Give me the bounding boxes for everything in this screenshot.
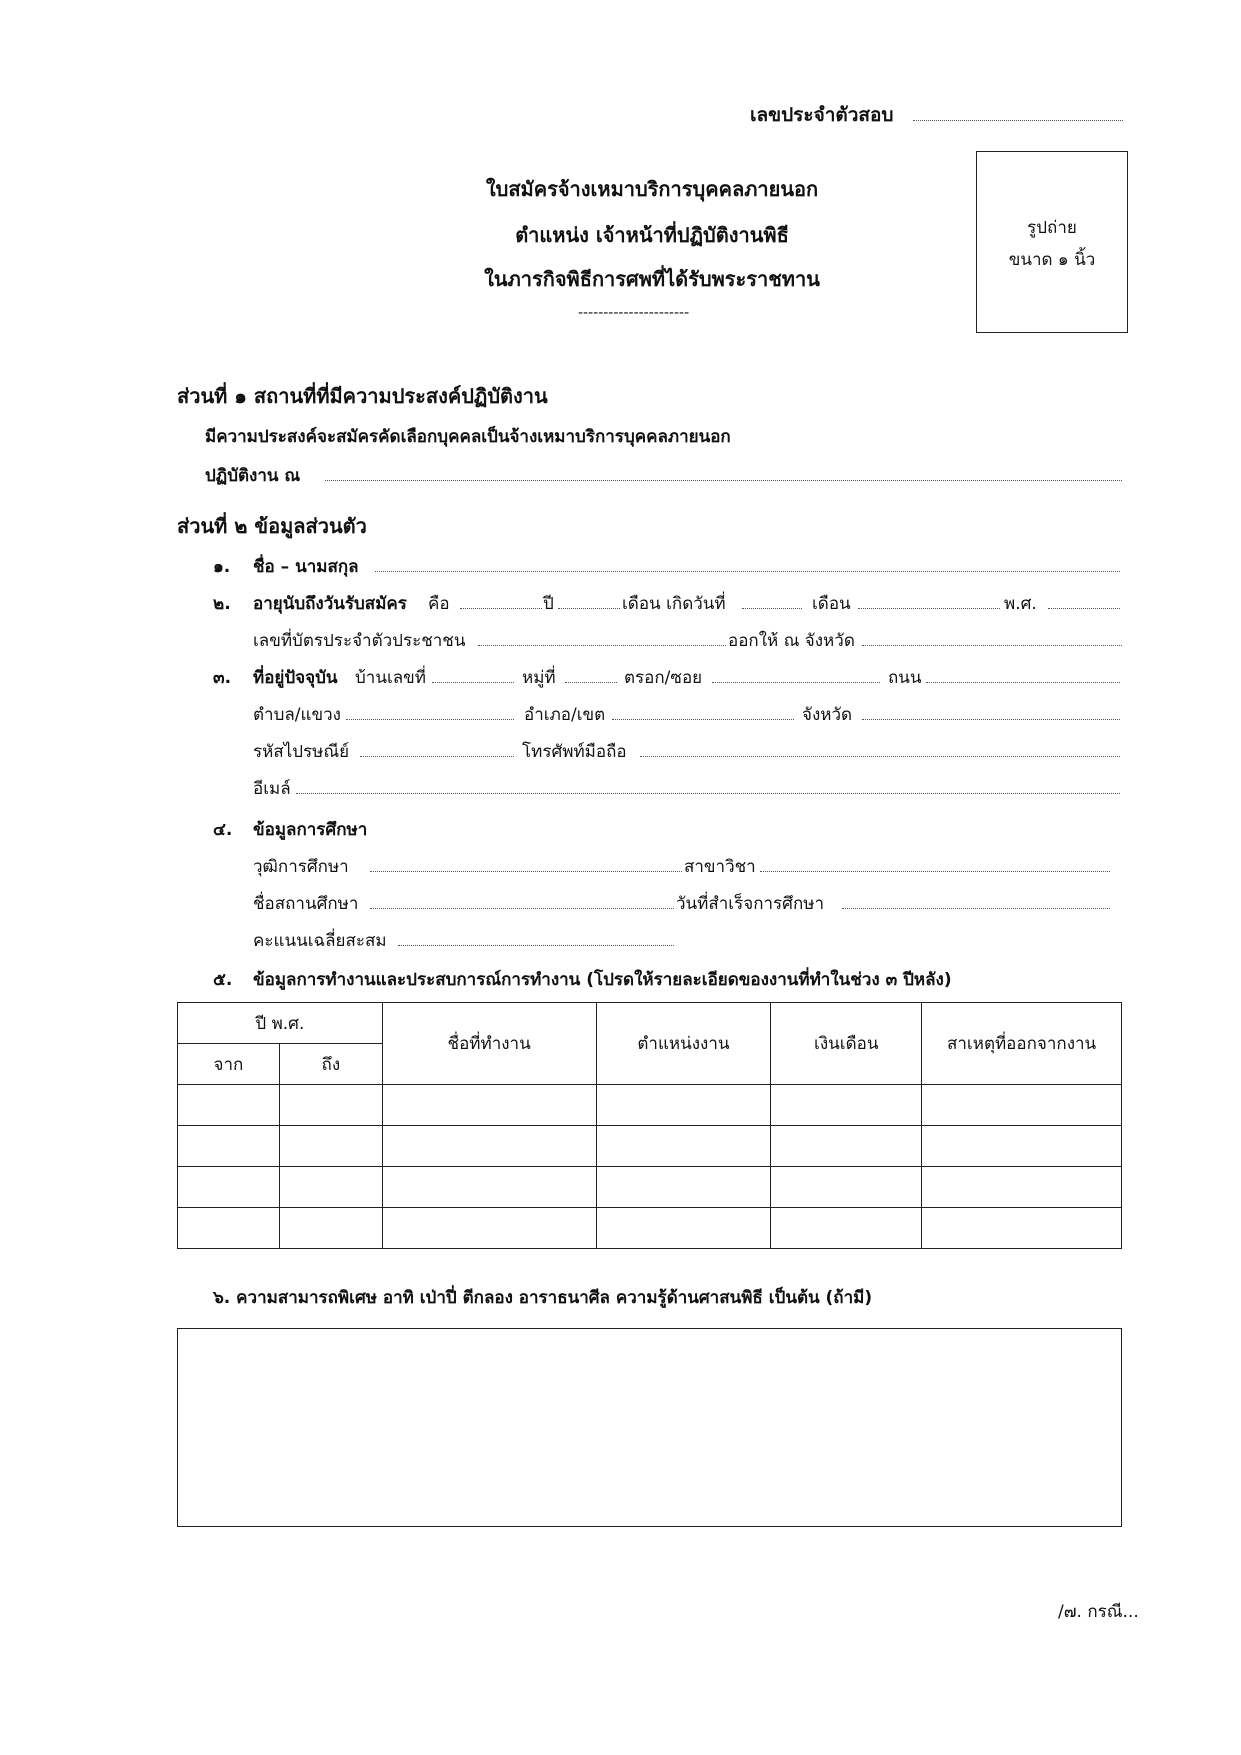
degree-label: วุฒิการศึกษา	[253, 857, 349, 877]
soi-label: ตรอก/ซอย	[624, 668, 703, 688]
mobile-label: โทรศัพท์มือถือ	[522, 742, 627, 762]
fullname-field[interactable]	[375, 571, 1120, 572]
birth-month-label: เดือน	[812, 594, 851, 614]
exam-id-label: เลขประจำตัวสอบ	[750, 104, 894, 126]
table-cell[interactable]	[279, 1208, 382, 1249]
section1-workplace-label: ปฏิบัติงาน ณ	[205, 466, 301, 486]
province-field[interactable]	[862, 719, 1120, 720]
graduation-date-label: วันที่สำเร็จการศึกษา	[676, 894, 825, 914]
table-cell[interactable]	[382, 1208, 596, 1249]
email-field[interactable]	[296, 793, 1120, 794]
amphoe-field[interactable]	[612, 719, 794, 720]
birth-day-field[interactable]	[742, 608, 802, 609]
section1-heading: ส่วนที่ ๑ สถานที่ที่มีความประสงค์ปฏิบัติงาน	[177, 384, 548, 408]
form-title-line3: ในภารกิจพิธีการศพที่ได้รับพระราชทาน	[484, 267, 820, 291]
amphoe-label: อำเภอ/เขต	[524, 705, 606, 725]
table-cell[interactable]	[922, 1167, 1122, 1208]
postal-code-label: รหัสไปรษณีย์	[253, 742, 350, 762]
table-cell[interactable]	[596, 1085, 771, 1126]
item3-number: ๓.	[213, 668, 232, 688]
title-separator: ----------------------	[578, 305, 690, 321]
age-year-label: ปี	[543, 594, 554, 614]
email-label: อีเมล์	[253, 779, 291, 799]
work-history-table	[177, 1002, 1122, 1249]
salary-header: เงินเดือน	[771, 1003, 922, 1085]
position-header: ตำแหน่งงาน	[596, 1003, 771, 1085]
graduation-date-field[interactable]	[842, 908, 1110, 909]
age-is-label: คือ	[428, 594, 450, 614]
table-cell[interactable]	[178, 1085, 280, 1126]
table-cell[interactable]	[178, 1167, 280, 1208]
table-cell[interactable]	[771, 1126, 922, 1167]
house-no-label: บ้านเลขที่	[355, 668, 427, 688]
special-skills-label: ๖. ความสามารถพิเศษ อาทิ เป่าปี่ ตีกลอง อาราธนาศีล ความรู้ด้านศาสนพิธี เป็นต้น (ถ้ามี)	[213, 1288, 873, 1308]
section1-line1: มีความประสงค์จะสมัครคัดเลือกบุคคลเป็นจ้างเหมาบริการบุคคลภายนอก	[205, 427, 731, 447]
workplace-header: ชื่อที่ทำงาน	[382, 1003, 596, 1085]
table-cell[interactable]	[382, 1167, 596, 1208]
major-label: สาขาวิชา	[684, 857, 756, 877]
age-year-field[interactable]	[460, 608, 542, 609]
reason-header: สาเหตุที่ออกจากงาน	[922, 1003, 1122, 1085]
age-label: อายุนับถึงวันรับสมัคร	[253, 594, 407, 614]
exam-id-field[interactable]	[913, 120, 1123, 121]
tambon-label: ตำบล/แขวง	[253, 705, 341, 725]
birth-year-label: พ.ศ.	[1004, 594, 1037, 614]
table-cell[interactable]	[596, 1208, 771, 1249]
item1-number: ๑.	[213, 557, 231, 577]
moo-label: หมู่ที่	[522, 668, 556, 688]
postal-code-field[interactable]	[360, 756, 514, 757]
year-header: ปี พ.ศ.	[178, 1003, 383, 1044]
degree-field[interactable]	[370, 871, 682, 872]
to-year-header: ถึง	[279, 1044, 382, 1085]
gpa-field[interactable]	[398, 945, 674, 946]
province-label: จังหวัด	[802, 705, 853, 725]
table-cell[interactable]	[279, 1085, 382, 1126]
special-skills-box[interactable]	[177, 1328, 1122, 1527]
table-cell[interactable]	[922, 1208, 1122, 1249]
photo-box[interactable]	[976, 151, 1128, 333]
major-field[interactable]	[760, 871, 1110, 872]
table-cell[interactable]	[178, 1126, 280, 1167]
item2-number: ๒.	[213, 594, 231, 614]
issued-province-field[interactable]	[862, 645, 1122, 646]
school-field[interactable]	[370, 908, 674, 909]
form-title-line2: ตำแหน่ง เจ้าหน้าที่ปฏิบัติงานพิธี	[515, 223, 789, 247]
table-row	[178, 1085, 1122, 1126]
moo-field[interactable]	[565, 682, 617, 683]
work-experience-label: ข้อมูลการทำงานและประสบการณ์การทำงาน (โปรดให้รายละเอียดของงานที่ทำในช่วง ๓ ปีหลัง)	[253, 970, 952, 990]
table-cell[interactable]	[922, 1085, 1122, 1126]
table-cell[interactable]	[596, 1167, 771, 1208]
next-page-indicator: /๗. กรณี...	[1058, 1602, 1139, 1622]
birth-year-field[interactable]	[1048, 608, 1120, 609]
workplace-field[interactable]	[325, 480, 1122, 481]
gpa-label: คะแนนเฉลี่ยสะสม	[253, 931, 387, 951]
item4-number: ๔.	[213, 820, 233, 840]
table-cell[interactable]	[771, 1085, 922, 1126]
mobile-field[interactable]	[640, 756, 1120, 757]
id-card-label: เลขที่บัตรประจำตัวประชาชน	[253, 631, 466, 651]
table-cell[interactable]	[178, 1208, 280, 1249]
table-row	[178, 1208, 1122, 1249]
table-cell[interactable]	[596, 1126, 771, 1167]
school-label: ชื่อสถานศึกษา	[253, 894, 359, 914]
item5-number: ๕.	[213, 970, 233, 990]
table-cell[interactable]	[771, 1208, 922, 1249]
id-card-field[interactable]	[478, 645, 726, 646]
table-row	[178, 1167, 1122, 1208]
birth-month-field[interactable]	[858, 608, 1000, 609]
table-cell[interactable]	[279, 1167, 382, 1208]
soi-field[interactable]	[712, 682, 880, 683]
education-label: ข้อมูลการศึกษา	[253, 820, 368, 840]
photo-label: รูปถ่าย	[1027, 218, 1077, 238]
table-cell[interactable]	[382, 1126, 596, 1167]
fullname-label: ชื่อ – นามสกุล	[253, 557, 359, 577]
section2-heading: ส่วนที่ ๒ ข้อมูลส่วนตัว	[177, 514, 367, 538]
form-title-line1: ใบสมัครจ้างเหมาบริการบุคคลภายนอก	[485, 177, 819, 201]
house-no-field[interactable]	[432, 682, 514, 683]
tambon-field[interactable]	[346, 719, 514, 720]
birth-day-label: เดือน เกิดวันที่	[622, 594, 726, 614]
road-label: ถนน	[888, 668, 922, 688]
table-row	[178, 1126, 1122, 1167]
age-month-field[interactable]	[558, 608, 620, 609]
table-cell[interactable]	[771, 1167, 922, 1208]
table-cell[interactable]	[279, 1126, 382, 1167]
from-year-header: จาก	[178, 1044, 280, 1085]
table-cell[interactable]	[382, 1085, 596, 1126]
issued-province-label: ออกให้ ณ จังหวัด	[728, 631, 855, 651]
photo-size-label: ขนาด ๑ นิ้ว	[1008, 250, 1096, 270]
table-cell[interactable]	[922, 1126, 1122, 1167]
address-label: ที่อยู่ปัจจุบัน	[253, 668, 338, 688]
road-field[interactable]	[926, 682, 1120, 683]
